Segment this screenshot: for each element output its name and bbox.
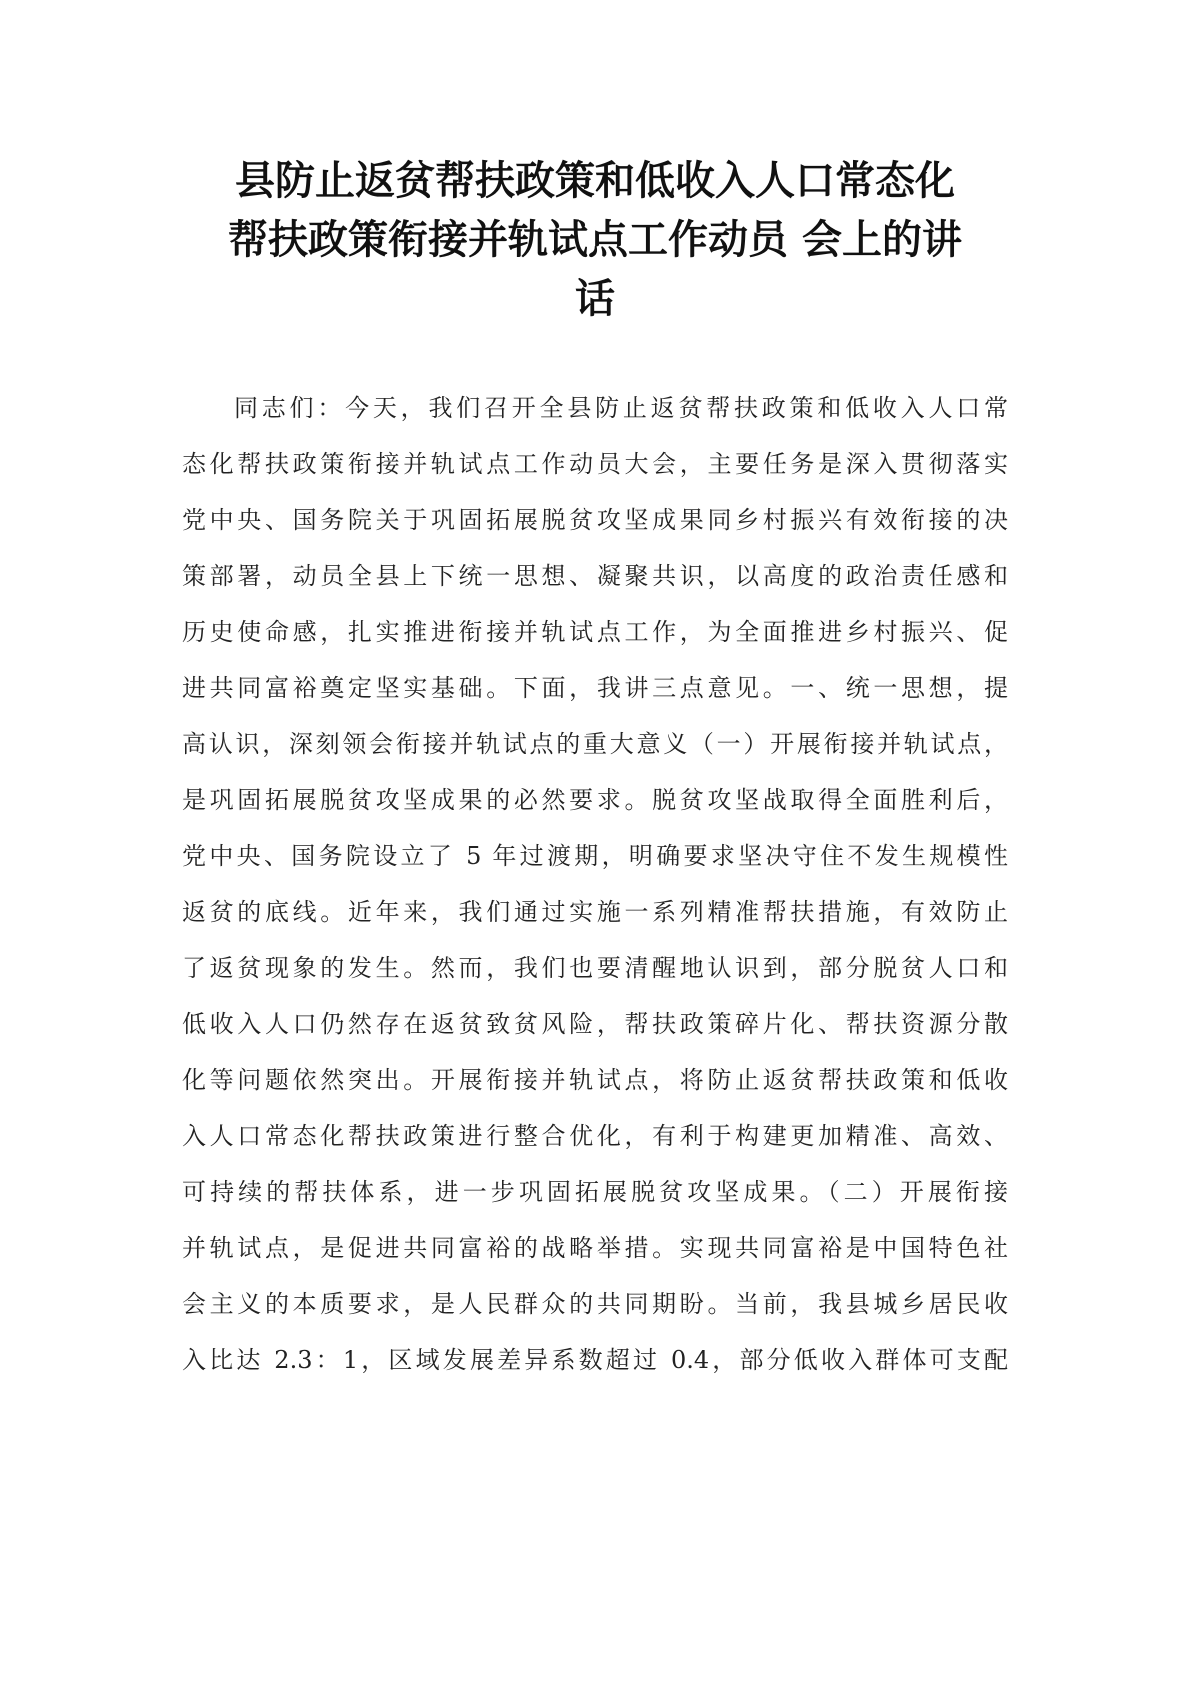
speech-body: [182, 380, 1008, 1388]
paragraph-line: 态化帮扶政策衔接并轨试点工作动员大会，主要任务是深入贯彻落实: [182, 450, 1008, 478]
paragraph-line: 党中央、国务院关于巩固拓展脱贫攻坚成果同乡村振兴有效衔接的决: [182, 506, 1008, 534]
paragraph-line: 策部署，动员全县上下统一思想、凝聚共识，以高度的政治责任感和: [182, 562, 1008, 590]
paragraph-line: 高认识，深刻领会衔接并轨试点的重大意义（一）开展衔接并轨试点，: [182, 730, 1008, 758]
paragraph-line: 入比达 2.3：1，区域发展差异系数超过 0.4，部分低收入群体可支配: [182, 1346, 1008, 1374]
paragraph-line: 低收入人口仍然存在返贫致贫风险，帮扶政策碎片化、帮扶资源分散: [182, 1010, 1008, 1038]
document-title: [178, 152, 1012, 329]
paragraph-line: 会主义的本质要求，是人民群众的共同期盼。当前，我县城乡居民收: [182, 1290, 1008, 1318]
paragraph-line: 进共同富裕奠定坚实基础。下面，我讲三点意见。一、统一思想，提: [182, 674, 1008, 702]
title-line: 话: [575, 276, 615, 322]
title-line: 帮扶政策衔接并轨试点工作动员 会上的讲: [228, 217, 962, 263]
paragraph-line: 了返贫现象的发生。然而，我们也要清醒地认识到，部分脱贫人口和: [182, 954, 1008, 982]
paragraph-line: 入人口常态化帮扶政策进行整合优化，有利于构建更加精准、高效、: [182, 1122, 1008, 1150]
paragraph-line: 同志们：今天，我们召开全县防止返贫帮扶政策和低收入人口常: [234, 394, 1008, 422]
paragraph-line: 返贫的底线。近年来，我们通过实施一系列精准帮扶措施，有效防止: [182, 898, 1008, 926]
title-line: 县防止返贫帮扶政策和低收入人口常态化: [235, 158, 955, 204]
paragraph-line: 历史使命感，扎实推进衔接并轨试点工作，为全面推进乡村振兴、促: [182, 618, 1008, 646]
paragraph-line: 化等问题依然突出。开展衔接并轨试点，将防止返贫帮扶政策和低收: [182, 1066, 1008, 1094]
paragraph-line: 党中央、国务院设立了 5 年过渡期，明确要求坚决守住不发生规模性: [182, 842, 1008, 870]
paragraph-line: 并轨试点，是促进共同富裕的战略举措。实现共同富裕是中国特色社: [182, 1234, 1008, 1262]
paragraph-line: 是巩固拓展脱贫攻坚成果的必然要求。脱贫攻坚战取得全面胜利后，: [182, 786, 1008, 814]
paragraph-line: 可持续的帮扶体系，进一步巩固拓展脱贫攻坚成果。（二）开展衔接: [182, 1178, 1008, 1206]
